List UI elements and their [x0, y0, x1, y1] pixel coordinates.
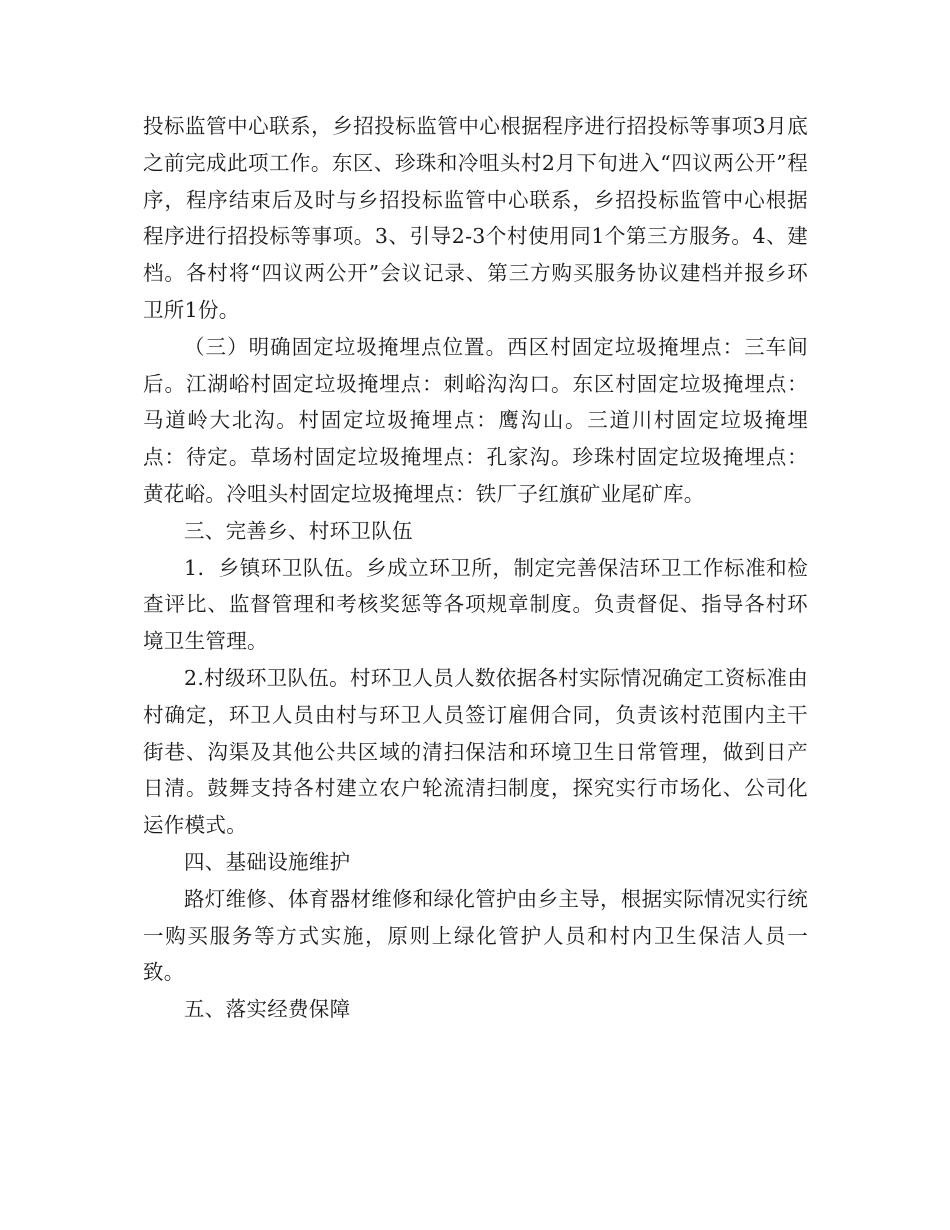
- section-heading-infrastructure: 四、基础设施维护: [184, 849, 351, 874]
- paragraph-township-team: 1．乡镇环卫队伍。乡成立环卫所，制定完善保洁环卫工作标准和检查评比、监督管理和考核奖惩等各项规章制度。负责督促、指导各村环境卫生管理。: [143, 555, 808, 654]
- paragraph-landfill-locations: （三）明确固定垃圾掩埋点位置。西区村固定垃圾掩埋点：三车间后。江湖峪村固定垃圾掩埋点：刺峪沟沟口。东区村固定垃圾掩埋点：马道岭大北沟。村固定垃圾掩埋点：鹰沟山。三道川村固定垃圾掩埋点：待定。草场村固定垃圾掩埋点：孔家沟。珍珠村固定垃圾掩埋点：黄花峪。冷咀头村固定垃圾掩埋点：铁厂子红旗矿业尾矿库。: [143, 334, 808, 506]
- paragraph-tender-procedure: 投标监管中心联系，乡招投标监管中心根据程序进行招投标等事项3月底之前完成此项工作。东区、珍珠和冷咀头村2月下旬进入“四议两公开”程序，程序结束后及时与乡招投标监管中心联系，乡招投标监管中心根据程序进行招投标等事项。3、引导2-3个村使用同1个第三方服务。4、建档。各村将“四议两公开”会议记录、第三方购买服务协议建档并报乡环卫所1份。: [143, 114, 808, 322]
- paragraph-village-team: 2.村级环卫队伍。村环卫人员人数依据各村实际情况确定工资标准由村确定，环卫人员由村与环卫人员签订雇佣合同，负责该村范围内主干街巷、沟渠及其他公共区域的清扫保洁和环境卫生日常管理，做到日产日清。鼓舞支持各村建立农户轮流清扫制度，探究实行市场化、公司化运作模式。: [143, 665, 808, 838]
- paragraph-infrastructure: 路灯维修、体育器材维修和绿化管护由乡主导，根据实际情况实行统一购买服务等方式实施，原则上绿化管护人员和村内卫生保洁人员一致。: [143, 886, 808, 985]
- section-heading-funding: 五、落实经费保障: [184, 997, 351, 1022]
- document-body: [143, 108, 808, 1028]
- section-heading-sanitation-team: 三、完善乡、村环卫队伍: [184, 518, 413, 543]
